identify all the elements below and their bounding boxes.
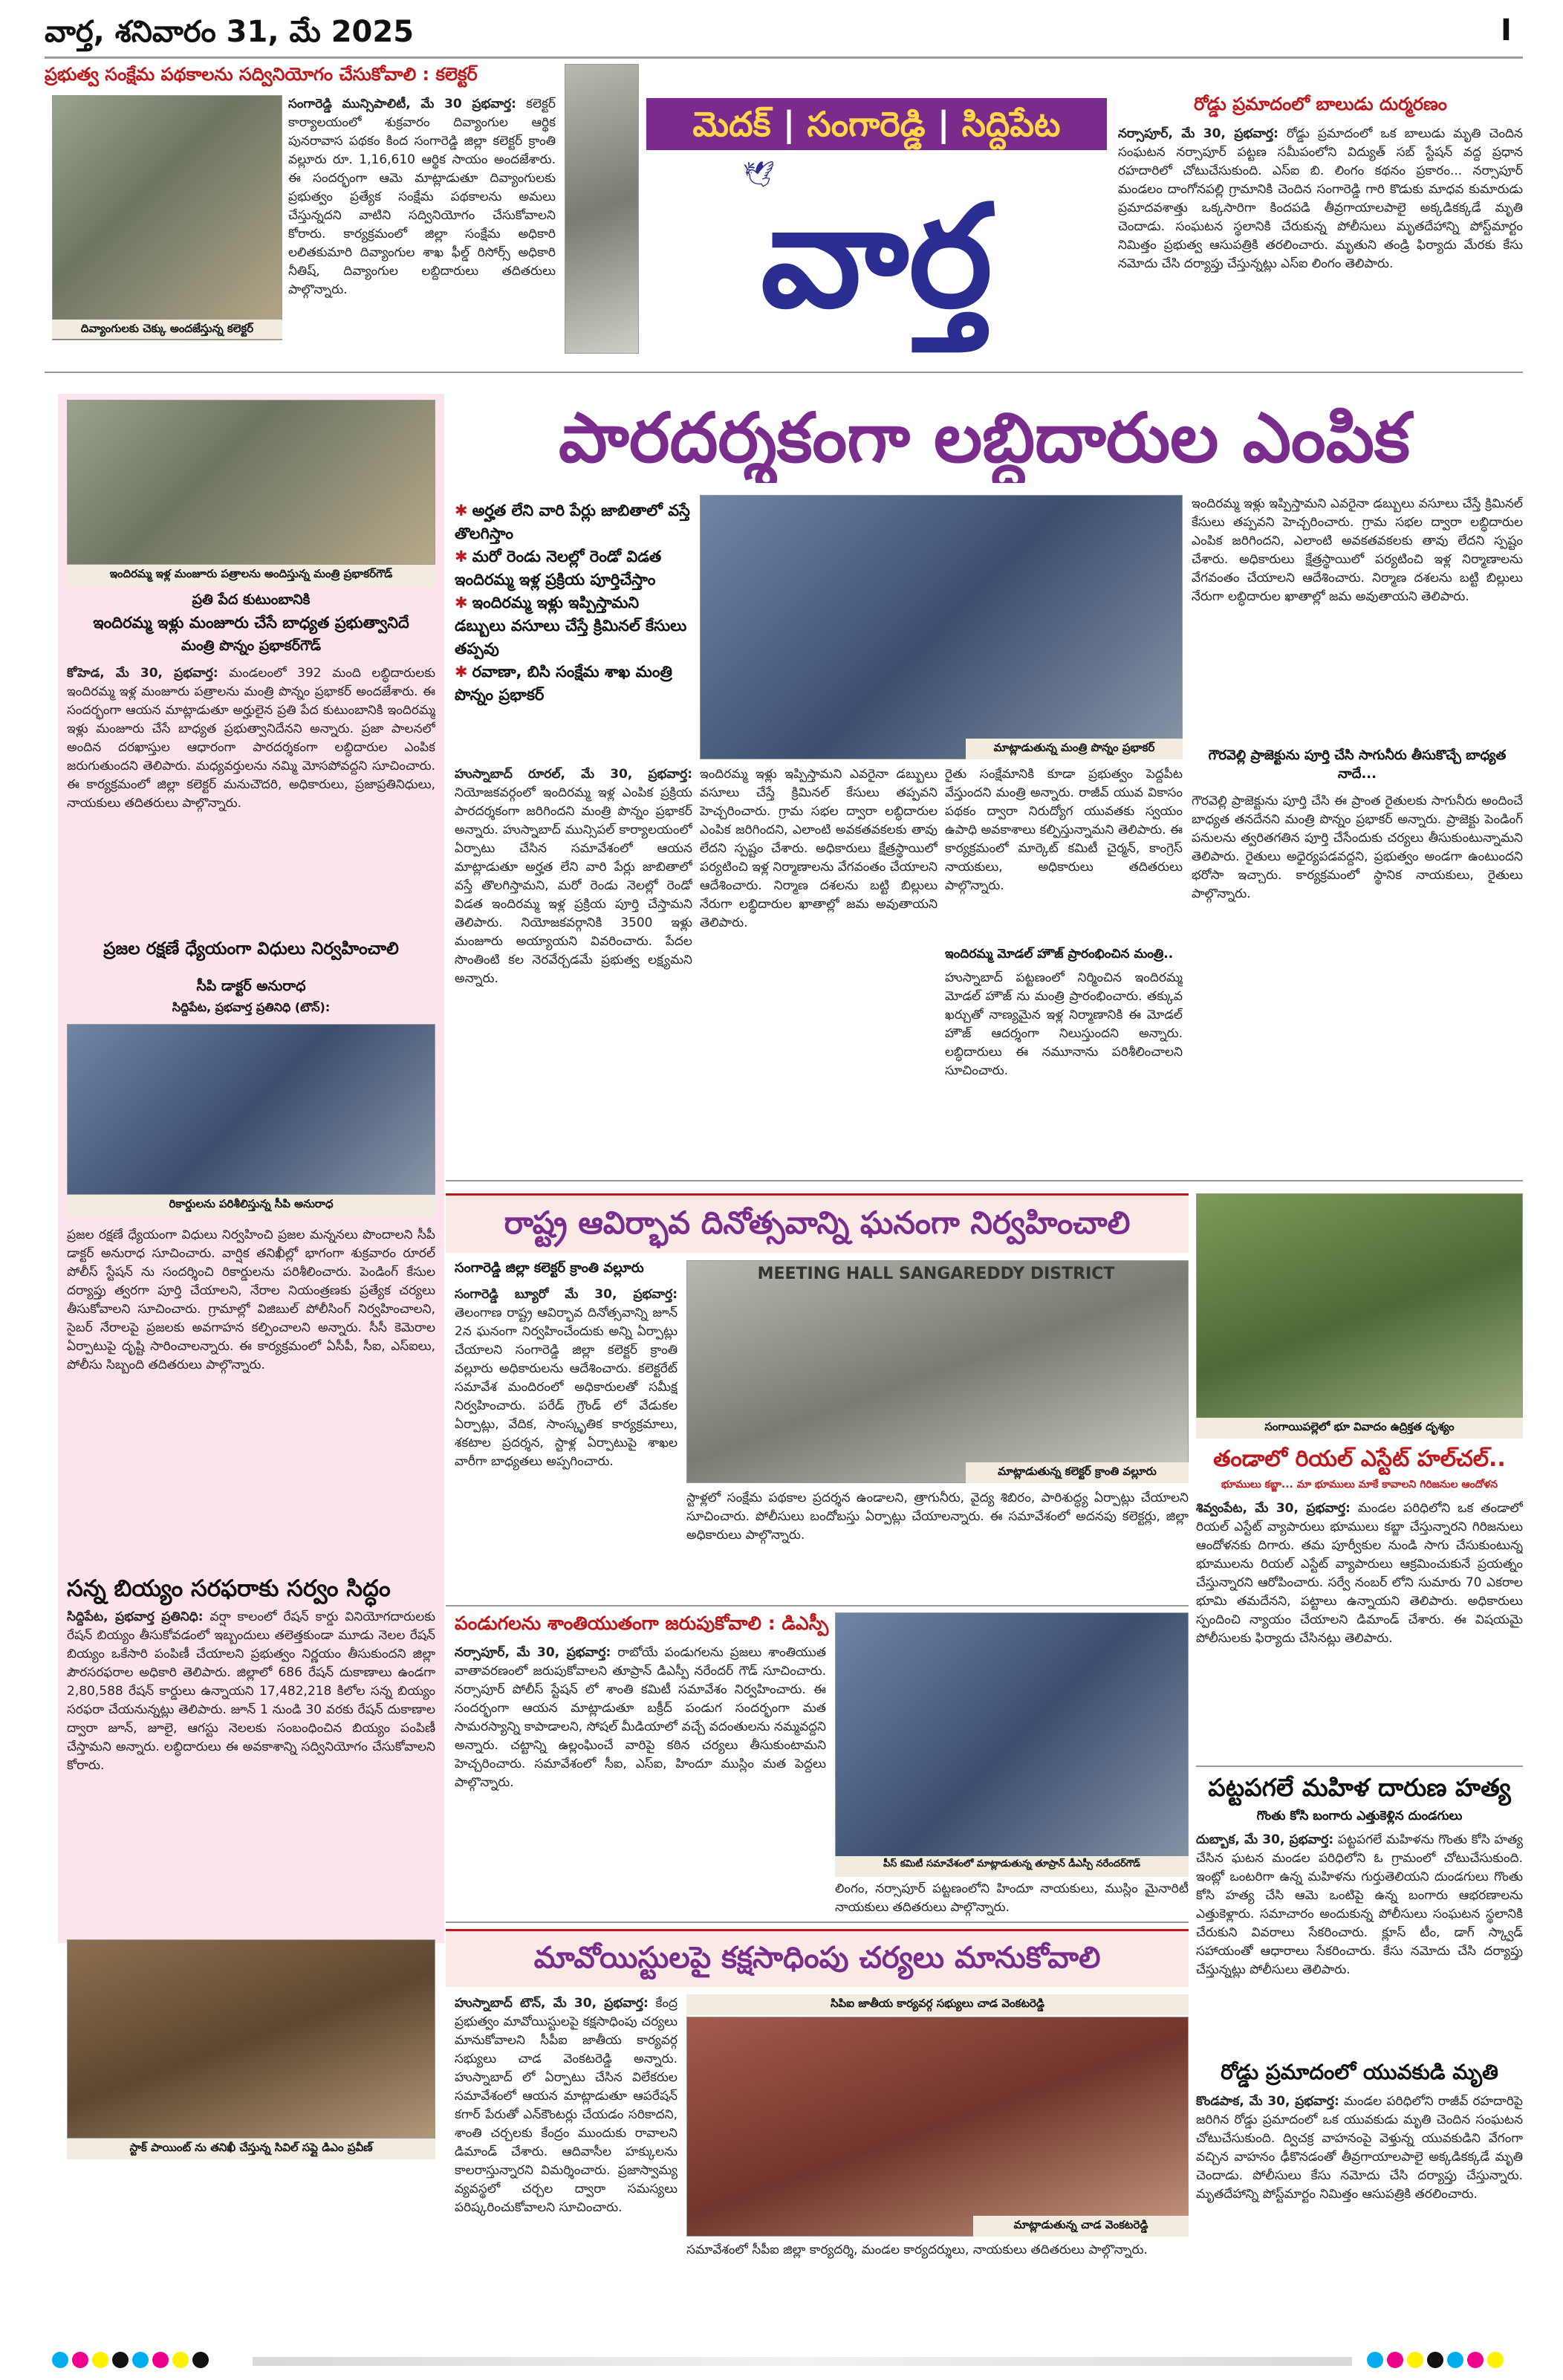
minister-body5: గౌరవెల్లి ప్రాజెక్టును పూర్తి చేసి ఈ ప్రాంత రైతులకు సాగునీరు అందించే బాధ్యత తనదేనని మంత్రి పొన్నం ప్రభాకర్ అన్నారు. ప్రాజెక్టు పెండింగ్ పనులను త్వరితగతిన పూర్తి చేసేందుకు చర్యలు తీసుకుంటున్నామని తెలిపారు. రైతులు అధైర్యపడవద్దని, ప్రభుత్వం అండగా ఉంటుందని భరోసా ఇచ్చారు. కార్యక్రమంలో స్థానిక నాయకులు, రైతులు పాల్గొన్నారు. (1192, 794, 1523, 901)
top-rule (45, 56, 1523, 59)
realestate-body-text: మండల పరిధిలోని ఒక తండాలో రియల్ ఎస్టేట్ వ్యాపారులు భూములు కబ్జా చేస్తున్నారని గిరిజనులు ఆందోళనకు దిగారు. తమ పూర్వీకుల నుండి సాగు చేసుకుంటున్న భూములను రియల్ ఎస్టేట్ వ్యాపారులు ఆక్రమించుకునే ప్రయత్నం చేస్తున్నారని ఆరోపించారు. సర్వే నంబర్ లోని సుమారు 70 ఎకరాల భూమి తమదేనని, పట్టాలు ఉన్నాయని తెలిపారు. అధికారులు స్పందించి న్యాయం చేయాలని డిమాండ్ చేశారు. ఈ విషయమై పోలీసులకు ఫిర్యాదు చేసినట్లు తెలిపారు. (1196, 1501, 1523, 1646)
maoist-photo-top-caption: సిపిఐ జాతీయ కార్యవర్గ సభ్యులు చాడ వెంకటరెడ్డి (686, 1994, 1189, 2015)
left-body (67, 664, 435, 917)
district-medak: మెదక్ (692, 104, 771, 144)
minister-speech-photo (700, 495, 1183, 759)
youth-body-text: మండల పరిధిలోని రాజీవ్ రహదారిపై జరిగిన రోడ్డు ప్రమాదంలో ఒక యువకుడు మృతి చెందిన సంఘటన చోటుచేసుకుంది. ద్విచక్ర వాహనంపై వెళ్తున్న యువకుడిని వేగంగా వచ్చిన వాహనం ఢీకొనడంతో తీవ్రగాయాలపాలై అక్కడికక్కడే మృతి చెందాడు. పోలీసులు కేసు నమోదు చేసి దర్యాప్తు చేస్తున్నారు. మృతదేహాన్ని పోస్ట్‌మార్టం నిమిత్తం ఆసుపత్రికి తరలించారు. (1196, 2094, 1523, 2202)
maoist-body-text: కేంద్ర ప్రభుత్వం మావోయిస్టులపై కక్షసాధింపు చర్యలు మానుకోవాలని సీపీఐ జాతీయ కార్యవర్గ సభ్యులు చాడ వెంకటరెడ్డి అన్నారు. హుస్నాబాద్ లో ఏర్పాటు చేసిన విలేకరుల సమావేశంలో ఆయన మాట్లాడుతూ ఆపరేషన్ కగార్ పేరుతో ఎన్‌కౌంటర్లు చేయడం సరికాదని, శాంతి చర్చలకు కేంద్రం ముందుకు రావాలని డిమాండ్ చేశారు. ఆదివాసీల హక్కులను కాలరాస్తున్నారని విమర్శించారు. ప్రజాస్వామ్య వ్యవస్థలో చర్చల ద్వారా సమస్యలు పరిష్కరించుకోవాలని సూచించారు. (455, 1996, 677, 2215)
left-sub1: ప్రతి పేద కుటుంబానికి (192, 591, 311, 608)
minister-body1: నియోజకవర్గంలో ఇందిరమ్మ ఇళ్ల ఎంపిక ప్రక్రియ పారదర్శకంగా జరిగిందని మంత్రి పొన్నం ప్రభాకర్ అన్నారు. హుస్నాబాద్ మున్సిపల్ కార్యాలయంలో ఏర్పాటు చేసిన సమావేశంలో ఆయన మాట్లాడుతూ అర్హత లేని వారి పేర్లు జాబితాలో వస్తే తొలగిస్తామని, మరో రెండు నెలల్లో రెండో విడత ఇందిరమ్మ ఇళ్ల ప్రక్రియ పూర్తి చేస్తామని తెలిపారు. నియోజకవర్గానికి 3500 ఇళ్లు మంజూరు అయ్యాయని వివరించారు. పేదల సొంతింటి కల నెరవేర్చడమే ప్రభుత్వ లక్ష్యమని అన్నారు. (455, 785, 692, 986)
collector-headline: ప్రభుత్వ సంక్షేమ పథకాలను సద్వినియోగం చేసుకోవాలి : కలెక్టర్ (45, 64, 478, 85)
minister-speech-caption: మాట్లాడుతున్న మంత్రి పొన్నం ప్రభాకర్ (966, 739, 1183, 759)
dove-icon: 🕊 (743, 160, 776, 189)
road-accident-body (1118, 125, 1523, 355)
rice-photo-caption: స్టాక్ పాయింట్ ను తనిఖీ చేస్తున్న సివిల్ సప్లై డిఎం ప్రవీణ్ (67, 2139, 435, 2159)
maoist-headline: మావోయిస్టులపై కక్షసాధింపు చర్యలు మానుకోవాలి (533, 1941, 1101, 1975)
left-sub2: ఇందిరమ్మ ఇళ్లు మంజూరు చేసే బాధ్యత ప్రభుత్వానిదే (93, 614, 409, 632)
cp-headline: ప్రజల రక్షణే ధ్యేయంగా విధులు నిర్వహించాలి (103, 939, 399, 959)
minister-sub-b: గౌరవెల్లి ప్రాజెక్టును పూర్తి చేసి సాగునీరు తీసుకొచ్చే బాధ్యత నాదే... (1208, 748, 1507, 782)
minister-body-right: ఇందిరమ్మ ఇళ్లు ఇప్పిస్తామని ఎవరైనా డబ్బులు వసూలు చేస్తే క్రిమినల్ కేసులు తప్పవని హెచ్చరించారు. గ్రామ సభల ద్వారా లబ్ధిదారుల ఎంపిక జరిగిందని, ఎలాంటి అవకతవకలకు తావు లేదని స్పష్టం చేశారు. అధికారులు క్షేత్రస్థాయిలో పర్యటించి ఇళ్ల నిర్మాణాలను వేగవంతం చేయాలని ఆదేశించారు. నిర్మాణ దశలను బట్టి బిల్లులు నేరుగా లబ్ధిదారుల ఖాతాల్లో జమ అవుతాయని తెలిపారు. (1192, 496, 1523, 604)
print-dots-left (52, 2352, 245, 2371)
festival-headline: పండుగలను శాంతియుతంగా జరుపుకోవాలి : డిఎస్పీ (455, 1612, 829, 1634)
maoist-dateline: హుస్నాబాద్ టౌన్, మే 30, ప్రభవార్త: (455, 1996, 649, 2011)
rule-2 (45, 372, 1523, 373)
main-headline: పారదర్శకంగా లబ్ధిదారుల ఎంపిక (559, 398, 1410, 478)
formation-body-text: తెలంగాణ రాష్ట్ర ఆవిర్భావ దినోత్సవాన్ని జూన్ 2న ఘనంగా నిర్వహించేందుకు అన్ని ఏర్పాట్లు చేయాలని సంగారెడ్డి జిల్లా కలెక్టర్ క్రాంతి వల్లూరు అధికారులను ఆదేశించారు. కలెక్టరేట్ సమావేశ మందిరంలో అధికారులతో సమీక్ష నిర్వహించారు. పరేడ్ గ్రౌండ్ లో వేడుకల ఏర్పాట్లు, వేదిక, సాంస్కృతిక కార్యక్రమాలు, శకటాల ప్రదర్శన, స్టాళ్ల ఏర్పాటుపై శాఖల వారీగా బాధ్యతలు అప్పగించారు. (455, 1306, 677, 1469)
youth-body (1196, 2092, 1523, 2330)
minister-body-col2: ఇందిరమ్మ ఇళ్లు ఇప్పిస్తామని ఎవరైనా డబ్బులు వసూలు చేస్తే క్రిమినల్ కేసులు తప్పవని హెచ్చరించారు. గ్రామ సభల ద్వారా లబ్ధిదారుల ఎంపిక జరిగిందని, ఎలాంటి అవకతవకలకు తావు లేదని స్పష్టం చేశారు. అధికారులు క్షేత్రస్థాయిలో పర్యటించి ఇళ్ల నిర్మాణాలను వేగవంతం చేయాలని ఆదేశించారు. నిర్మాణ దశలను బట్టి బిల్లులు నేరుగా లబ్ధిదారుల ఖాతాల్లో జమ అవుతాయని తెలిపారు. (700, 767, 938, 930)
date-line: వార్త, శనివారం 31, మే 2025 (45, 15, 415, 49)
rule-4 (446, 1605, 1189, 1606)
rule-6 (446, 1922, 1189, 1923)
land-dispute-photo (1196, 1193, 1523, 1439)
formation-dateline: సంగారెడ్డి బ్యూరో మే 30, ప్రభవార్త: (455, 1287, 677, 1302)
district-sangareddy: సంగారెడ్డి (807, 104, 926, 144)
woman-dateline: దుబ్బాక, మే 30, ప్రభవార్త: (1196, 1832, 1334, 1847)
formation-byline: సంగారెడ్డి జిల్లా కలెక్టర్ క్రాంతి వల్లూరు (455, 1260, 644, 1276)
collector-dateline: సంగారెడ్డి మున్సిపాలిటీ, మే 30 ప్రభవార్త: (288, 97, 516, 111)
maoist-photo-caption: మాట్లాడుతున్న చాడ వెంకటరెడ్డి (973, 2216, 1189, 2237)
festival-body (455, 1644, 826, 1911)
realestate-body (1196, 1499, 1523, 1760)
formation-headline: రాష్ట్ర ఆవిర్భావ దినోత్సవాన్ని ఘనంగా నిర్వహించాలి (504, 1204, 1131, 1241)
collector-body (288, 95, 556, 370)
left-sub3: మంత్రి పొన్నం ప్రభాకర్‌గౌడ్ (181, 638, 322, 654)
cp-photo (67, 1024, 435, 1195)
festival-tail: లింగం, నర్సాపూర్ పట్టణంలోని హిందూ నాయకులు, ముస్లిం మైనారిటీ నాయకులు తదితరులు పాల్గొన్నారు. (835, 1881, 1189, 1915)
star-icon: ✱ (455, 502, 468, 519)
realestate-dateline: శివ్వంపేట, మే 30, ప్రభవార్త: (1196, 1501, 1351, 1516)
bullet-item: ✱ ఇందిరమ్మ ఇళ్లు ఇప్పిస్తామని డబ్బులు వసూలు చేస్తే క్రిమినల్ కేసులు తప్పవు (455, 594, 687, 658)
cp-byline2: సిద్దిపేట, ప్రభవార్త ప్రతినిధి (టౌన్): (172, 1000, 331, 1014)
festival-dateline: నర్సాపూర్, మే 30, ప్రభవార్త: (455, 1645, 611, 1660)
rule-5 (1196, 1765, 1523, 1767)
rice-dateline: సిద్దిపేట, ప్రభవార్త ప్రతినిధి: (67, 1609, 204, 1624)
collector-body-text: కలెక్టర్ కార్యాలయంలో శుక్రవారం దివ్యాంగుల ఆర్థిక పునరావాస పథకం కింద సంగారెడ్డి జిల్లా కలెక్టర్ క్రాంతి వల్లూరు రూ. 1,16,610 ఆర్థిక సాయం అందజేశారు. ఈ సందర్భంగా ఆమె మాట్లాడుతూ దివ్యాంగులకు ప్రభుత్వం ప్రత్యేక సంక్షేమ పథకాలను అమలు చేస్తున్నదని వాటిని సద్వినియోగం చేసుకోవాలని కోరారు. కార్యక్రమంలో జిల్లా సంక్షేమ అధికారి లలితకుమారి దివ్యాంగుల శాఖ ఫీల్డ్ రిసోర్స్ అధికారి నీతిష్, దివ్యాంగుల లబ్దిదారులు తదితరులు పాల్గొన్నారు. (288, 97, 556, 297)
woman-body (1196, 1831, 1523, 2054)
formation-photo-caption: మాట్లాడుతున్న కలెక్టర్ క్రాంతి వల్లూరు (966, 1462, 1189, 1483)
realestate-subhead: భూములు కబ్జా... మా భూములు మాకే కావాలని గిరిజనుల ఆందోళన (1221, 1479, 1498, 1491)
cp-body: ప్రజల రక్షణే ధ్యేయంగా విధులు నిర్వహించి ప్రజల మన్ననలు పొందాలని సీపీ డాక్టర్ అనురాధ సూచించారు. వార్షిక తనిఖీల్లో భాగంగా శుక్రవారం రూరల్ పోలీస్ స్టేషన్ ను సందర్శించి రికార్డులను పరిశీలించారు. పెండింగ్ కేసుల దర్యాప్తు త్వరగా పూర్తి చేయాలని, నేరాల నియంత్రణకు ప్రత్యేక చర్యలు తీసుకోవాలని సూచించారు. గ్రామాల్లో విజిబుల్ పోలీసింగ్ నిర్వహించాలని, సైబర్ నేరాలపై ప్రజలకు అవగాహన కల్పించాలని అన్నారు. సీసీ కెమెరాల ఏర్పాటుపై దృష్టి సారించాలన్నారు. ఈ కార్యక్రమంలో ఏసీపీ, సీఐ, ఎస్ఐలు, పోలీసు సిబ్బంది తదితరులు పాల్గొన్నారు. (67, 1228, 435, 1372)
rice-photo (67, 1939, 435, 2139)
star-icon: ✱ (455, 663, 468, 681)
rice-headline: సన్న బియ్యం సరఫరాకు సర్వం సిద్ధం (67, 1575, 391, 1602)
bullet-item: ✱ రవాణా, బిసి సంక్షేమ శాఖ మంత్రి పొన్నం ప్రభాకర్ (455, 663, 672, 704)
rice-body-text: వర్షా కాలంలో రేషన్ కార్డు వినియోగదారులకు రేషన్ బియ్యం తీసుకోవడంలో ఇబ్బందులు తలెత్తకుండా మూడు నెలల రేషన్ బియ్యం ఒకేసారి పంపిణీ చేయాలని ప్రభుత్వం నిర్ణయం తీసుకుందని జిల్లా పౌరసరఫరాల అధికారి తెలిపారు. జిల్లాలో 686 రేషన్ దుకాణాలు ఉండగా 2,80,588 రేషన్ కార్డులు ఉన్నాయని 17,482,218 కిలోల సన్న బియ్యం సరఫరా చేయనున్నట్లు తెలిపారు. జూన్ 1 నుండి 30 వరకు రేషన్ దుకాణాల ద్వారా జూన్, జూలై, ఆగస్టు నెలలకు సంబంధించిన బియ్యం పంపిణీ చేస్తామని అన్నారు. లబ్ధిదారులు ఈ అవకాశాన్ని సద్వినియోగం చేసుకోవాలని కోరారు. (67, 1609, 435, 1773)
print-dots-right (1367, 2352, 1538, 2371)
road-accident-dateline: నర్సాపూర్, మే 30, ప్రభవార్త: (1118, 126, 1278, 141)
cp-photo-caption: రికార్డులను పరిశీలిస్తున్న సీపి అనురాధ (67, 1195, 435, 1216)
road-accident-headline: రోడ్డు ప్రమాదంలో బాలుడు దుర్మరణం (1194, 94, 1447, 114)
star-icon: ✱ (455, 548, 468, 565)
road-accident-text: రోడ్డు ప్రమాదంలో ఒక బాలుడు మృతి చెందిన సంఘటన నర్సాపూర్ పట్టణ సమీపంలోని విద్యుత్ సబ్ స్టేషన్ వద్ద ప్రధాన రహదారిలో చోటుచేసుకుంది. ఎస్ఐ బి. లింగం కథనం ప్రకారం... నర్సాపూర్ మండలం దాంగోనపల్లి గ్రామానికి చెందిన సంగారెడ్డి గారి కొడుకు మాధవ కుమారుడు ప్రమాదవశాత్తు ఒక్కసారిగా కిందపడి తీవ్రగాయాలపాలై అక్కడికక్కడే మృతి చెందాడు. సంఘటన స్థలానికి చేరుకున్న పోలీసులు మృతదేహాన్ని పోస్ట్‌మార్టం నిమిత్తం ప్రభుత్వ ఆసుపత్రికి తరలించారు. మృతుని తండ్రి ఫిర్యాదు మేరకు కేసు నమోదు చేసి దర్యాప్తు చేస్తున్నట్లు ఎస్ఐ లింగం తెలిపారు. (1118, 126, 1523, 271)
minister-body-col1 (455, 765, 692, 1167)
meeting-hall-sign: MEETING HALL SANGAREDDY DISTRICT (757, 1265, 1115, 1283)
youth-dateline: కొండపాక, మే 30, ప్రభవార్త: (1196, 2094, 1339, 2109)
rice-body (67, 1608, 435, 1926)
minister-dateline: హుస్నాబాద్ రూరల్, మే 30, ప్రభవార్త: (455, 767, 692, 782)
district-band: మెదక్ | సంగారెడ్డి | సిద్దిపేట (646, 98, 1107, 150)
peace-committee-photo (835, 1612, 1189, 1877)
woman-subhead: గొంతు కోసి బంగారు ఎత్తుకెళ్లిన దుండగులు (1256, 1809, 1463, 1823)
woman-body-text: పట్టపగలే మహిళను గొంతు కోసి హత్య చేసిన ఘటన మండల పరిధిలోని ఓ గ్రామంలో చోటుచేసుకుంది. ఇంట్లో ఒంటరిగా ఉన్న మహిళను గుర్తుతెలియని దుండగులు గొంతు కోసి హత్య చేసి ఆమె ఒంటిపై ఉన్న బంగారు ఆభరణాలను ఎత్తుకెళ్లారు. సమాచారం అందుకున్న పోలీసులు సంఘటన స్థలానికి చేరుకుని వివరాలు సేకరించారు. క్లూస్ టీం, డాగ్ స్క్వాడ్ సహాయంతో ఆధారాలు సేకరించారు. కేసు నమోదు చేసి దర్యాప్తు చేస్తున్నట్లు పోలీసులు తెలిపారు. (1196, 1832, 1523, 1977)
bullet-item: ✱ అర్హత లేని వారి పేర్లు జాబితాలో వస్తే తొలగిస్తాం (455, 502, 690, 542)
bullet-item: ✱ మరో రెండు నెలల్లో రెండో విడత ఇందిరమ్మ ఇళ్ల ప్రక్రియ పూర్తిచేస్తాం (455, 548, 662, 588)
maoist-body (455, 1994, 677, 2329)
youth-headline: రోడ్డు ప్రమాదంలో యువకుడి మృతి (1221, 2060, 1498, 2084)
collector-photo (52, 95, 282, 340)
minister-houses-caption: ఇందిరమ్మ ఇళ్ల మంజూరు పత్రాలను అందిస్తున్న మంత్రి ప్రభాకర్‌గౌడ్ (67, 565, 435, 586)
maoist-photo (686, 2017, 1189, 2237)
masthead-logo: వార్త (761, 173, 992, 339)
minister-houses-photo (67, 400, 435, 565)
minister-body4: హుస్నాబాద్ పట్టణంలో నిర్మించిన ఇందిరమ్మ మోడల్ హౌజ్ ను మంత్రి ప్రారంభించారు. తక్కువ ఖర్చుతో నాణ్యమైన ఇళ్ల నిర్మాణానికి ఈ మోడల్ హౌజ్ ఆదర్శంగా నిలుస్తుందని అన్నారు. లబ్ధిదారులు ఈ నమూనాను పరిశీలించాలని సూచించారు. (945, 970, 1183, 1078)
page-number: I (1501, 13, 1512, 48)
cp-byline: సీపి డాక్టర్ అనురాధ (196, 978, 306, 994)
land-dispute-caption: సంగాయిపల్లెలో భూ వివాదం ఉద్రిక్తత దృశ్యం (1196, 1418, 1523, 1439)
minister-sub-a: ఇందిరమ్మ మోడల్ హౌజ్ ప్రారంభించిన మంత్రి.. (945, 947, 1174, 962)
peace-committee-caption: పీస్ కమిటీ సమావేశంలో మాట్లాడుతున్న తూప్రాన్ డీఎస్పీ నరేందర్‌గౌడ్ (835, 1856, 1189, 1877)
district-siddipet: సిద్దిపేట (961, 104, 1061, 144)
star-icon: ✱ (455, 594, 468, 612)
woman-headline: పట్టపగలే మహిళ దారుణ హత్య (1208, 1773, 1511, 1802)
logo-photo-tower (565, 64, 639, 354)
rule-3 (446, 1180, 1523, 1181)
left-body-text: మండలంలో 392 మంది లబ్ధిదారులకు ఇందిరమ్మ ఇళ్ల మంజూరు పత్రాలను మంత్రి పొన్నం ప్రభాకర్ అందజేశారు. ఈ సందర్భంగా ఆయన మాట్లాడుతూ అర్హులైన ప్రతి పేద కుటుంబానికి ఇందిరమ్మ ఇళ్లు మంజూరు చేసే బాధ్యత ప్రభుత్వానిదేనని అన్నారు. ప్రజా పాలనలో అందిన దరఖాస్తుల ఆధారంగా పారదర్శకంగా లబ్ధిదారుల ఎంపిక జరుగుతుందని తెలిపారు. మధ్యవర్తులను నమ్మి మోసపోవద్దని సూచించారు. ఈ కార్యక్రమంలో జిల్లా కలెక్టర్ మనుచౌదరి, అధికారులు, ప్రజాప్రతినిధులు, నాయకులు తదితరులు పాల్గొన్నారు. (67, 666, 435, 811)
left-dateline: కోహెడ, మే 30, ప్రభవార్త: (67, 666, 218, 681)
formation-body2: స్టాళ్లలో సంక్షేమ పథకాల ప్రదర్శన ఉండాలని, త్రాగునీరు, వైద్య శిబిరం, పారిశుద్ధ్య ఏర్పాట్లు చేయాలని సూచించారు. పోలీసులు బందోబస్తు ఏర్పాట్లు చేయాలన్నారు. ఈ సమావేశంలో అదనపు కలెక్టర్లు, జిల్లా అధికారులు పాల్గొన్నారు. (686, 1491, 1189, 1543)
collector-photo-caption: దివ్యాంగులకు చెక్కు అందజేస్తున్న కలెక్టర్ (52, 320, 282, 339)
festival-body-text: రాబోయే పండుగలను ప్రజలు శాంతియుత వాతావరణంలో జరుపుకోవాలని తూప్రాన్ డిఎస్పీ నరేందర్ గౌడ్ సూచించారు. నర్సాపూర్ పోలీస్ స్టేషన్ లో శాంతి కమిటీ సమావేశం నిర్వహించారు. ఈ సందర్భంగా ఆయన మాట్లాడుతూ బక్రీద్ పండుగ సందర్భంగా మత సామరస్యాన్ని కాపాడాలని, సోషల్ మీడియాలో వచ్చే వదంతులను నమ్మవద్దని అన్నారు. చట్టాన్ని ఉల్లంఘించే వారిపై కఠిన చర్యలు తీసుకుంటామని హెచ్చరించారు. సమావేశంలో సీఐ, ఎస్ఐ, హిందూ ముస్లిం మత పెద్దలు పాల్గొన్నారు. (455, 1645, 826, 1790)
realestate-headline: తండాలో రియల్ ఎస్టేట్ హల్‌చల్.. (1213, 1446, 1506, 1472)
bullet-list (455, 499, 692, 752)
formation-body (455, 1285, 677, 1598)
maoist-tail: సమావేశంలో సీపీఐ జిల్లా కార్యదర్శి, మండల కార్యదర్శులు, నాయకులు తదితరులు పాల్గొన్నారు. (686, 2243, 1148, 2257)
minister-body-col3: రైతు సంక్షేమానికి కూడా ప్రభుత్వం పెద్దపీట వేస్తుందని మంత్రి అన్నారు. రాజీవ్ యువ వికాసం పథకం ద్వారా నిరుద్యోగ యువతకు స్వయం ఉపాధి అవకాశాలు కల్పిస్తున్నామని తెలిపారు. ఈ కార్యక్రమంలో మార్కెట్ కమిటీ చైర్మన్, కాంగ్రెస్ నాయకులు, అధికారులు తదితరులు పాల్గొన్నారు. (945, 767, 1183, 893)
print-bar (253, 2357, 1352, 2366)
